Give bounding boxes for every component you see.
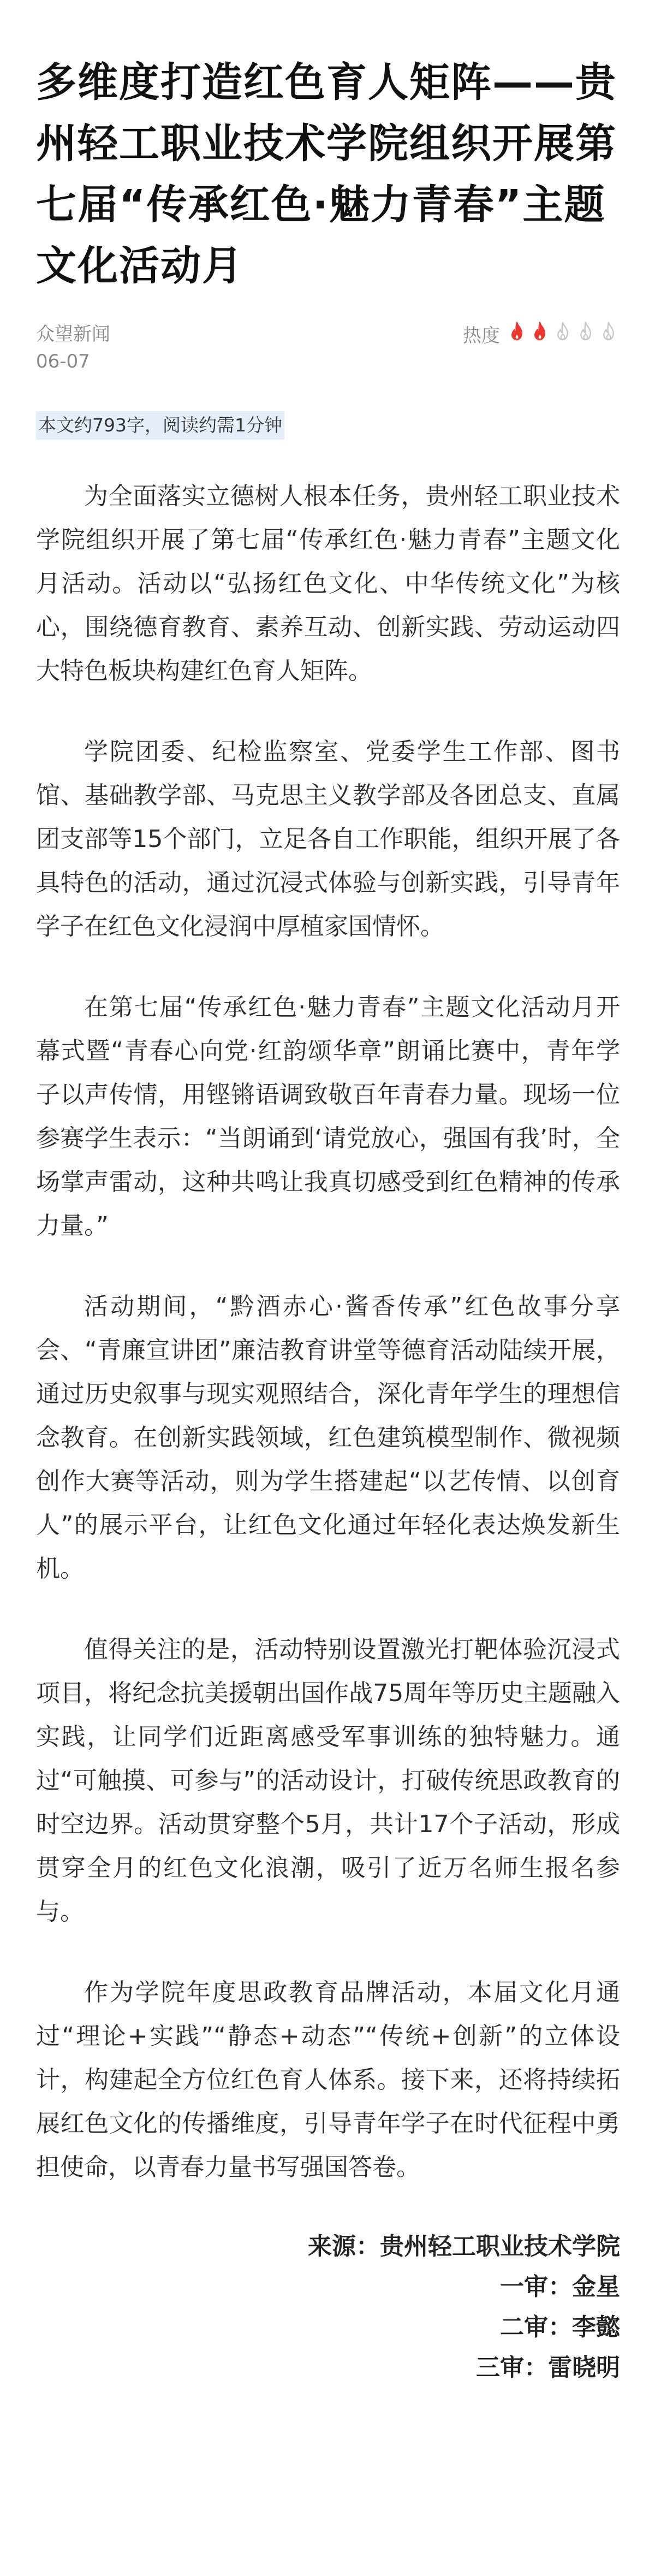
heat-indicator (463, 321, 620, 351)
reading-time-tip: 本文约793字，阅读约需1分钟 (36, 411, 284, 440)
article-paragraph: 作为学院年度思政教育品牌活动，本届文化月通过“理论+实践”“静态+动态”“传统+创新”的立体设计，构建起全方位红色育人体系。接下来，还将持续拓展红色文化的传播维度，引导青年学子在时代征程中勇担使命，以青春力量书写强国答卷。 (36, 1979, 620, 2181)
publish-date: 06-07 (36, 351, 90, 372)
flame-icon-inactive (597, 321, 620, 344)
article-paragraph: 活动期间，“黔酒赤心·酱香传承”红色故事分享会、“青廉宣讲团”廉洁教育讲堂等德育活动陆续开展，通过历史叙事与现实观照结合，深化青年学生的理想信念教育。在创新实践领域，红色建筑模型制作、微视频创作大赛等活动，则为学生搭建起“以艺传情、以创育人”的展示平台，让红色文化通过年轻化表达焕发新生机。 (36, 1293, 620, 1583)
news-source[interactable]: 众望新闻 (36, 323, 110, 345)
flame-icon-inactive (551, 321, 574, 344)
flame-icon-active (505, 321, 528, 344)
heat-label: 热度 (463, 325, 500, 347)
meta-left (36, 321, 110, 375)
article-paragraph: 为全面落实立德树人根本任务，贵州轻工职业技术学院组织开展了第七届“传承红色·魅力青春”主题文化月活动。活动以“弘扬红色文化、中华传统文化”为核心，围绕德育教育、素养互动、创新实践、劳动运动四大特色板块构建红色育人矩阵。 (36, 482, 620, 685)
credit-reviewer: 三审：雷晓明 (476, 2354, 620, 2382)
article-body (36, 475, 620, 2189)
article-meta (36, 321, 620, 375)
flame-icon-active (528, 321, 551, 344)
article-paragraph: 在第七届“传承红色·魅力青春”主题文化活动月开幕式暨“青春心向党·红韵颂华章”朗诵比赛中，青年学子以声传情，用铿锵语调致敬百年青春力量。现场一位参赛学生表示：“当朗诵到‘请党放心，强国有我’时，全场掌声雷动，这种共鸣让我真切感受到红色精神的传承力量。” (36, 993, 620, 1240)
credit-reviewer: 二审：李懿 (500, 2313, 620, 2341)
article-paragraph: 值得关注的是，活动特别设置激光打靶体验沉浸式项目，将纪念抗美援朝出国作战75周年等历史主题融入实践，让同学们近距离感受军事训练的独特魅力。通过“可触摸、可参与”的活动设计，打破传统思政教育的时空边界。活动贯穿整个5月，共计17个子活动，形成贯穿全月的红色文化浪潮，吸引了近万名师生报名参与。 (36, 1636, 620, 1926)
article-title: 多维度打造红色育人矩阵——贵州轻工职业技术学院组织开展第七届“传承红色·魅力青春”主题文化活动月 (36, 59, 617, 289)
heat-flames (505, 321, 620, 351)
credit-reviewer: 一审：金星 (500, 2273, 620, 2301)
flame-icon-inactive (574, 321, 597, 344)
article-credits (36, 2226, 620, 2388)
article-paragraph: 学院团委、纪检监察室、党委学生工作部、图书馆、基础教学部、马克思主义教学部及各团总支、直属团支部等15个部门，立足各自工作职能，组织开展了各具特色的活动，通过沉浸式体验与创新实践，引导青年学子在红色文化浸润中厚植家国情怀。 (36, 738, 620, 940)
credit-source: 来源：贵州轻工职业技术学院 (308, 2232, 620, 2260)
